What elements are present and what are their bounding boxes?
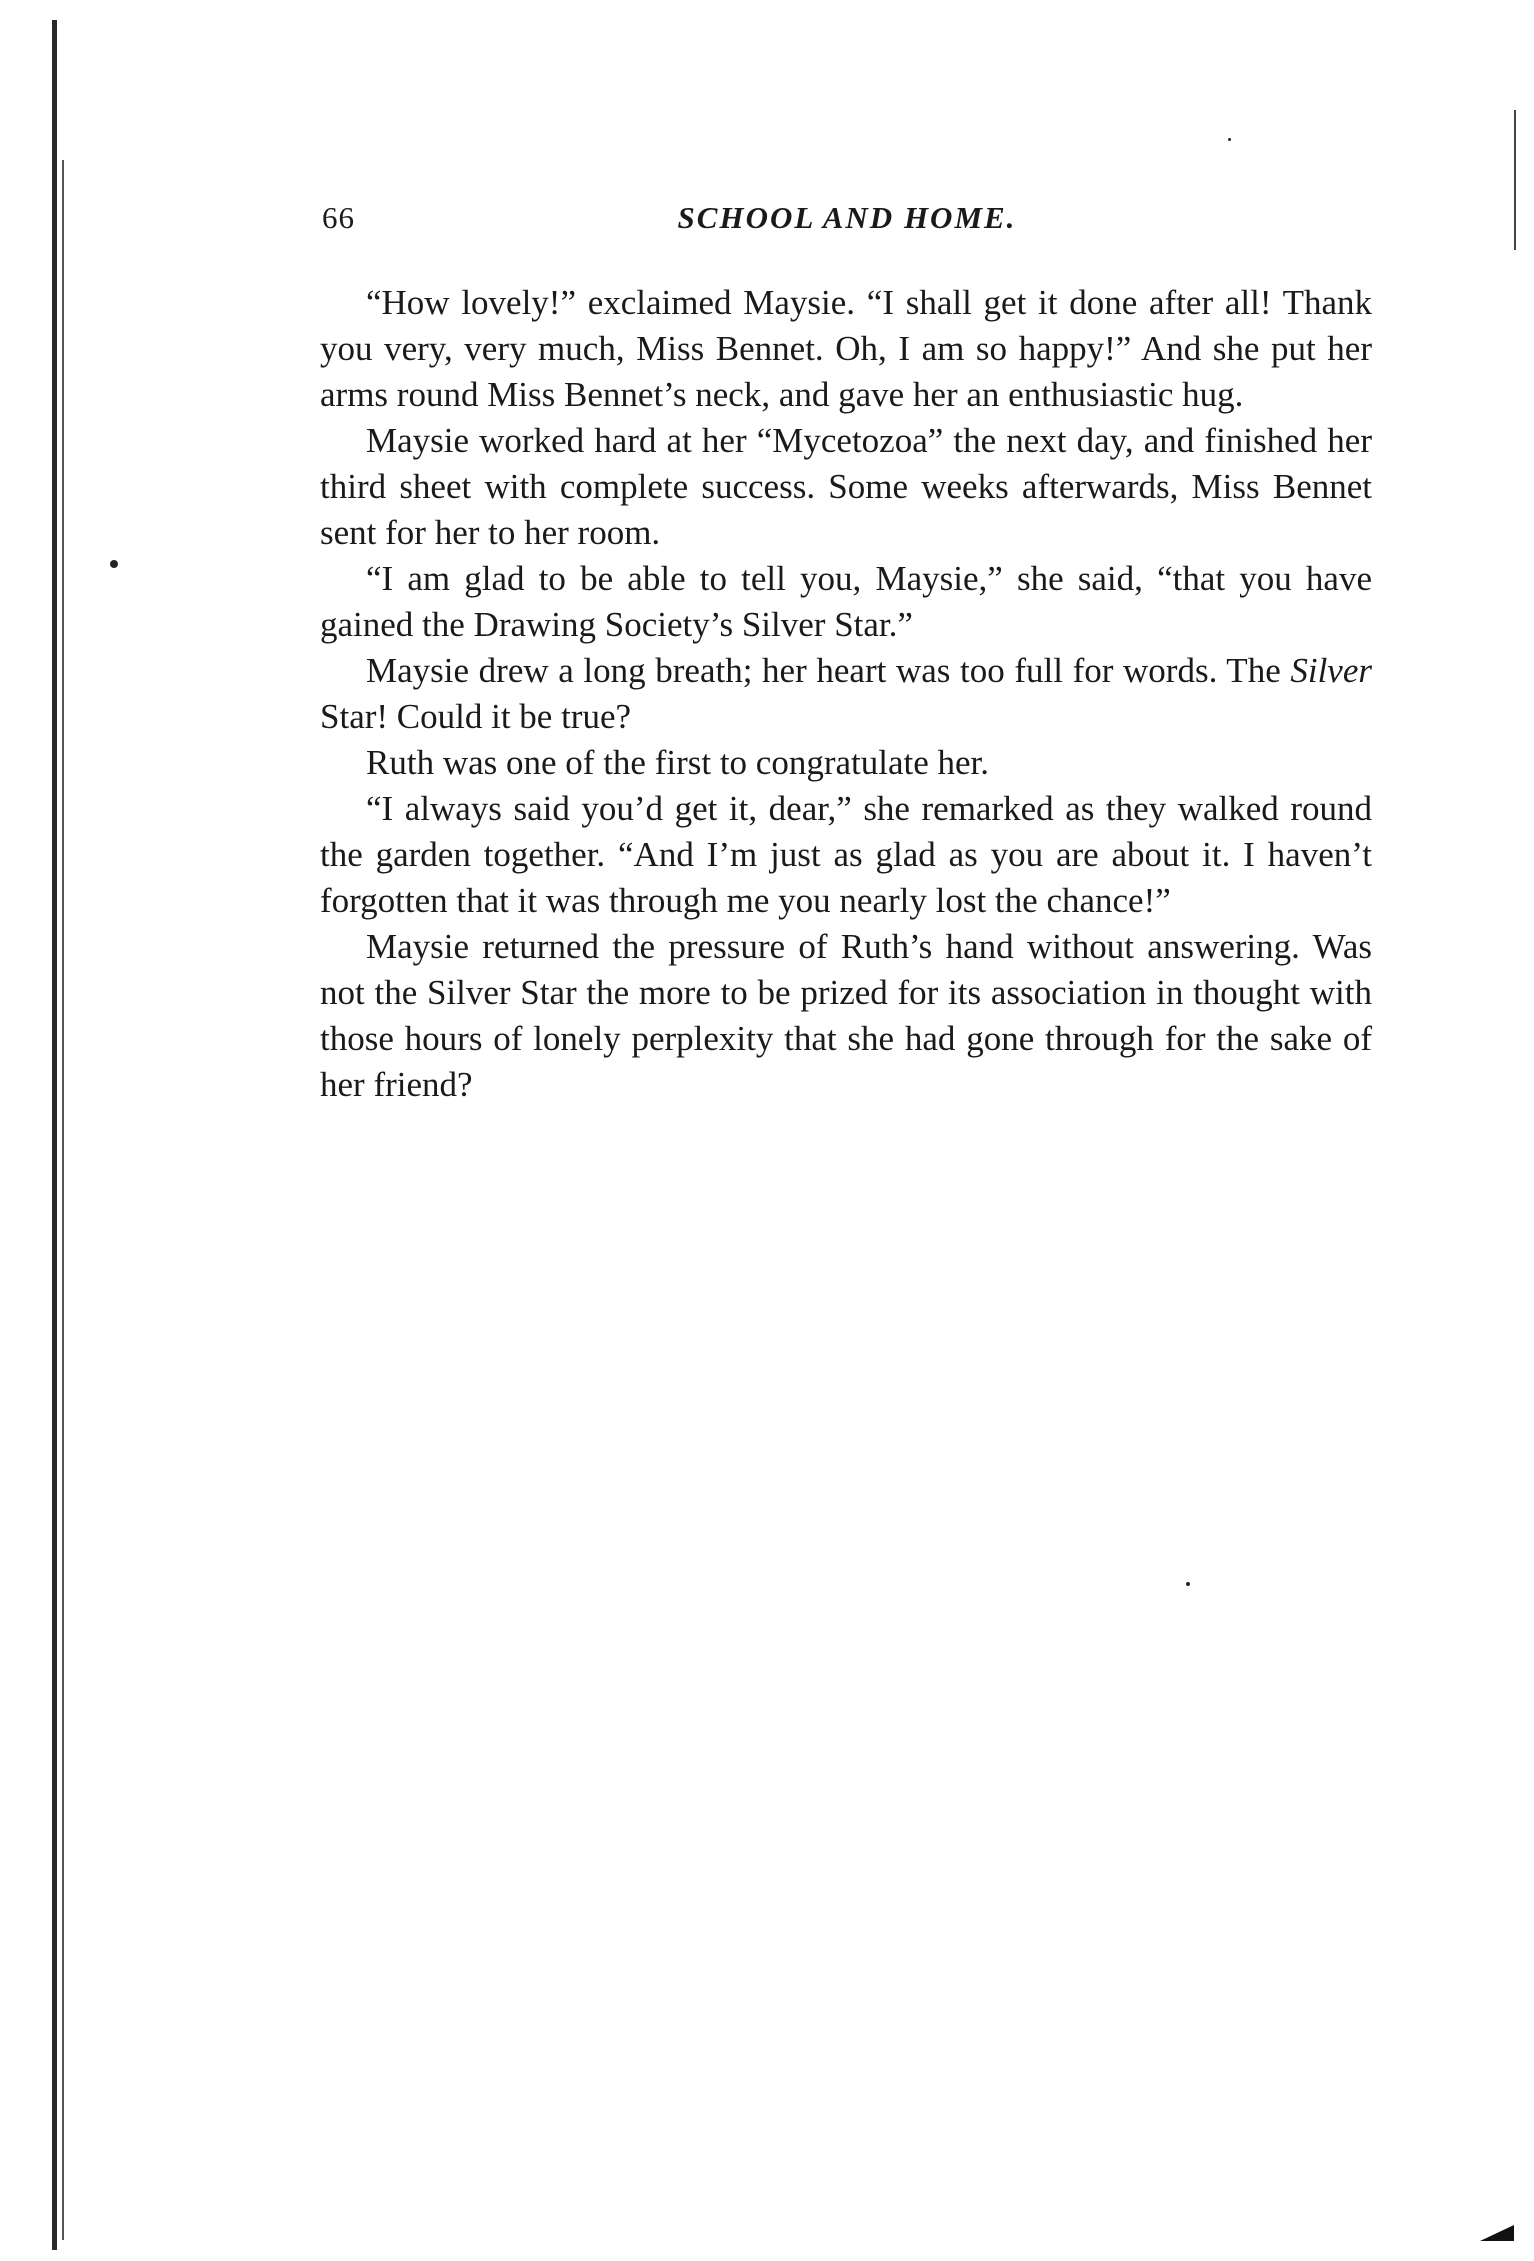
ink-speck: [110, 560, 118, 568]
paragraph: Maysie returned the pressure of Ruth’s hand without answering. Was not the Silver Star the more to be prized for its association in thought with those hours of lonely perplexity that she had gone through for the sake of her friend?: [320, 927, 1372, 1104]
paragraph: Maysie worked hard at her “Mycetozoa” the next day, and finished her third sheet with complete success. Some weeks afterwards, Miss Bennet sent for her to her room.: [320, 421, 1372, 552]
paragraph-text: Maysie drew a long breath; her heart was too full for words. The: [366, 651, 1291, 690]
paragraph-text: Star! Could it be true?: [320, 697, 632, 736]
running-head: SCHOOL AND HOME.: [677, 200, 1017, 235]
page-header: [322, 200, 1372, 250]
body-text: [320, 280, 1372, 1108]
right-edge-mark: [1514, 110, 1516, 250]
corner-mark: [1480, 2225, 1514, 2241]
binding-edge-shadow: [62, 160, 64, 2240]
page-number: 66: [322, 200, 355, 235]
paragraph: Ruth was one of the first to congratulate her.: [366, 743, 990, 782]
paragraph: “How lovely!” exclaimed Maysie. “I shall get it done after all! Thank you very, very much, Miss Bennet. Oh, I am so happy!” And she put her arms round Miss Bennet’s neck, and gave her an enthusiastic hug.: [320, 283, 1372, 414]
paragraph: “I always said you’d get it, dear,” she remarked as they walked round the garden together. “And I’m just as glad as you are about it. I haven’t forgotten that it was through me you nearly lost the chance!”: [320, 789, 1372, 920]
binding-edge-line: [52, 20, 57, 2250]
paragraph: “I am glad to be able to tell you, Maysie,” she said, “that you have gained the Drawing Society’s Silver Star.”: [320, 559, 1372, 644]
ink-speck: [1228, 138, 1231, 141]
italic-text: Silver: [1290, 651, 1372, 690]
paragraph: [320, 648, 1372, 740]
ink-speck: [1186, 1582, 1190, 1586]
